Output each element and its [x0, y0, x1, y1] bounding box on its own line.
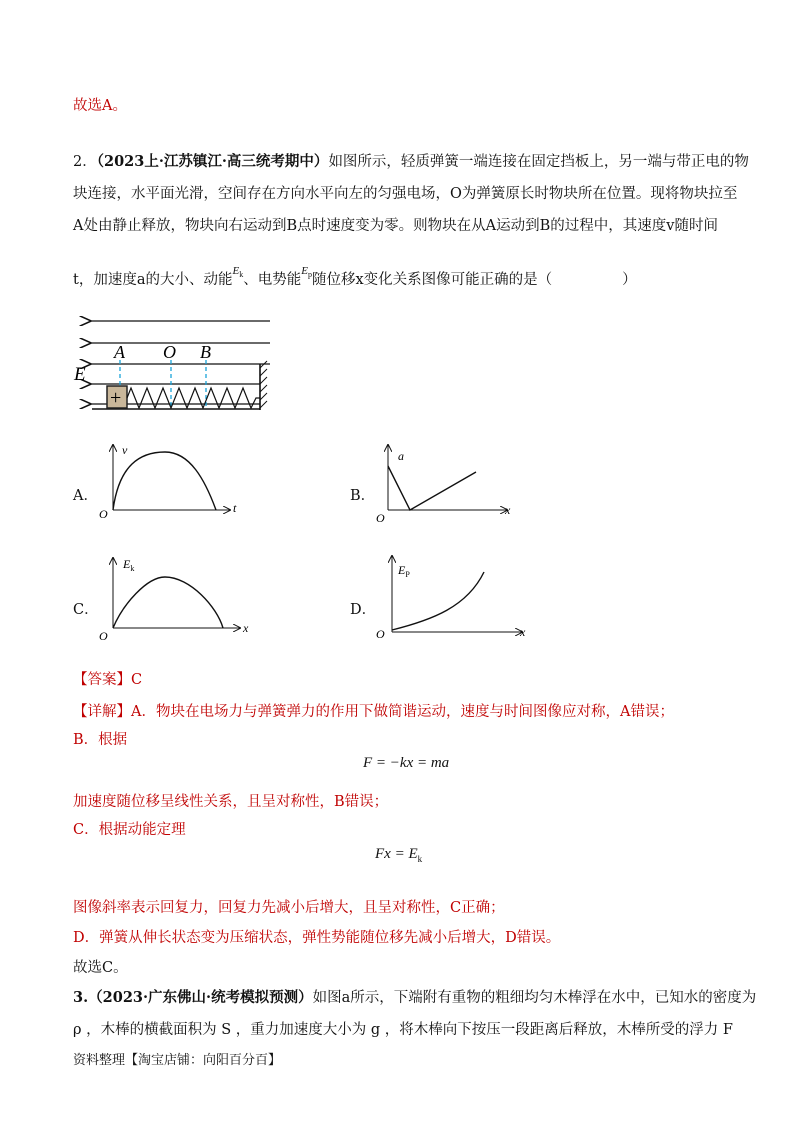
- q2-line4-part3: 随位移x变化关系图像可能正确的是（: [311, 272, 553, 288]
- ep-sub: p: [307, 270, 312, 280]
- origin-label: O: [99, 629, 108, 642]
- explanation-label: 【详解】: [73, 704, 131, 720]
- axis-v-label: v: [122, 443, 128, 457]
- axis-t-label: t: [233, 501, 237, 515]
- origin-label: O: [99, 507, 108, 520]
- charge-sign: +: [110, 387, 122, 409]
- origin-label: O: [376, 511, 385, 525]
- answer-label: 【答案】: [73, 672, 131, 688]
- point-b-label: B: [200, 342, 211, 362]
- q2-line4-part2: 、电势能: [243, 272, 302, 288]
- formula-work-energy: [375, 846, 422, 864]
- q2-line2: 块连接，水平面光滑，空间存在方向水平向左的匀强电场，O为弹簧原长时物块所在位置。现将物块拉至: [73, 186, 738, 202]
- field-spring-figure: [70, 308, 280, 420]
- curve-a-x: [388, 466, 476, 510]
- origin-label: O: [376, 627, 385, 641]
- option-a-label[interactable]: A．: [73, 488, 98, 504]
- curve-ep-x: [392, 572, 484, 630]
- point-o-label: O: [163, 342, 176, 362]
- q2-line3: A处由静止释放，物块向右运动到B点时速度变为零。则物块在从A运动到B的过程中，其速度v随时间: [73, 218, 718, 234]
- q2-line1: [73, 150, 749, 171]
- ek-sub: k: [239, 270, 244, 280]
- option-d-label[interactable]: D．: [350, 602, 377, 618]
- explanation-line4: C．根据动能定理: [73, 822, 186, 838]
- q2-number: 2．: [73, 154, 97, 170]
- formula-newton: F = −kx = ma: [363, 755, 450, 771]
- explanation-conclusion: 故选C。: [73, 960, 128, 976]
- explanation-line5: 图像斜率表示回复力，回复力先减小后增大，且呈对称性，C正确；: [73, 900, 505, 916]
- explanation-line2: B．根据: [73, 732, 128, 748]
- axis-ep-label: $E_P$: [398, 563, 410, 579]
- axis-ek-label: $E_k$: [123, 557, 135, 573]
- answer-line: [73, 668, 142, 689]
- q3-number-source: 3.（2023·广东佛山·统考模拟预测）: [73, 989, 313, 1006]
- ek-symbol: [232, 265, 244, 280]
- option-b-graph: [372, 440, 532, 525]
- formula2-sub: k: [417, 854, 423, 864]
- prev-conclusion: 故选A。: [73, 98, 127, 114]
- q3-line1-text: 如图a所示，下端附有重物的粗细均匀木棒浮在水中，已知水的密度为: [312, 990, 757, 1006]
- q3-line1: [73, 986, 756, 1007]
- explanation-line3: 加速度随位移呈线性关系，且呈对称性，B错误；: [73, 794, 389, 810]
- option-b-label[interactable]: B．: [350, 488, 376, 504]
- axis-a-label: a: [398, 449, 404, 463]
- explanation-line6: D．弹簧从伸长状态变为压缩状态，弹性势能随位移先减小后增大，D错误。: [73, 930, 561, 946]
- axis-x-label: x: [505, 503, 511, 517]
- explanation-line1-text: A．物块在电场力与弹簧弹力的作用下做简谐运动，速度与时间图像应对称，A错误；: [131, 704, 674, 720]
- ek-e: E: [232, 265, 240, 277]
- point-a-label: A: [114, 342, 125, 362]
- formula2-main: Fx = E: [375, 846, 418, 862]
- answer-value: C: [131, 672, 143, 688]
- q2-line4-part1: t，加速度a的大小、动能: [73, 272, 233, 288]
- q2-line4: [73, 265, 637, 289]
- option-c-label[interactable]: C．: [73, 602, 99, 618]
- curve-v-t: [113, 452, 216, 510]
- spring: [127, 388, 260, 408]
- q2-source: （2023上·江苏镇江·高三统考期中）: [96, 153, 329, 170]
- ep-e: E: [301, 265, 308, 277]
- q2-line1-text: 如图所示，轻质弹簧一端连接在固定挡板上，另一端与带正电的物: [328, 154, 749, 170]
- axis-x-label: x: [243, 621, 249, 635]
- q3-line2: ρ ，木棒的横截面积为 S ，重力加速度大小为 g ，将木棒向下按压一段距离后释放，木棒所受的浮力 F: [73, 1022, 733, 1038]
- axis-x-label: x: [520, 625, 526, 639]
- option-a-graph: [95, 440, 255, 520]
- q2-line4-end: ）: [622, 272, 637, 288]
- footer-source: 资料整理【淘宝店铺：向阳百分百】: [73, 1053, 282, 1068]
- ep-symbol: [301, 265, 312, 280]
- explanation-line1: [73, 700, 674, 721]
- option-c-graph: [95, 552, 255, 642]
- option-d-graph: [372, 552, 532, 642]
- curve-ek-x: [113, 577, 223, 628]
- field-label-e: E: [74, 364, 86, 385]
